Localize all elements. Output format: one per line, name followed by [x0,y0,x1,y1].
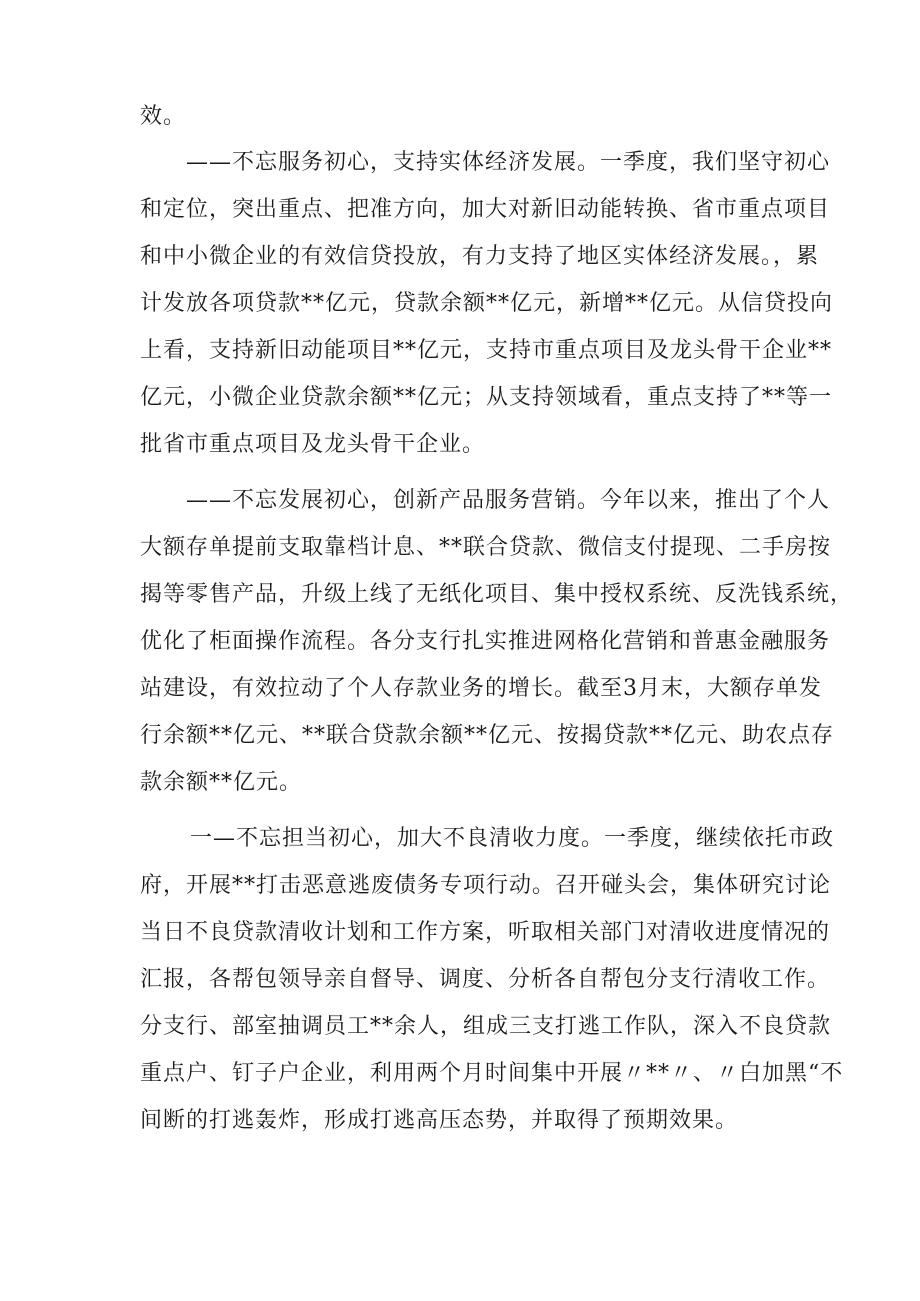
text-line: 重点户、钉子户企业，利用两个月时间集中开展〃**〃、〃白加黑“不 [140,1061,844,1086]
text-line: 上看，支持新旧动能项目**亿元，支持市重点项目及龙头骨干企业** [140,338,833,363]
text-line: 和定位，突出重点、把准方向，加大对新旧动能转换、省市重点项目 [140,197,831,222]
text-line: 大额存单提前支取靠档计息、**联合贷款、微信支付提现、二手房按 [140,535,832,560]
text-line: 行余额**亿元、**联合贷款余额**亿元、按揭贷款**亿元、助农点存 [140,723,835,748]
text-line: 揭等零售产品，升级上线了无纸化项目、集中授权系统、反洗钱系统， [140,582,854,607]
text-line: 和中小微企业的有效信贷投放，有力支持了地区实体经济发展。，累 [140,244,820,269]
text-line: 站建设，有效拉动了个人存款业务的增长。截至3月末，大额存单发 [140,676,822,701]
text-line: 间断的打逃轰炸，形成打逃高压态势，并取得了预期效果。 [140,1108,739,1133]
text-line: 亿元，小微企业贷款余额**亿元；从支持领域看，重点支持了**等一 [140,385,833,410]
section-heading-line: 一—不忘担当初心，加大不良清收力度。一季度，继续依托市政 [190,826,835,851]
text-line: 分支行、部室抽调员工**余人，组成三支打逃工作队，深入不良贷款 [140,1014,832,1039]
text-line: 汇报，各帮包领导亲自督导、调度、分析各自帮包分支行清收工作。 [140,967,831,992]
text-line: 府，开展**打击恶意逃废债务专项行动。召开碰头会，集体研究讨论 [140,873,832,898]
text-line: 批省市重点项目及龙头骨干企业。 [140,432,486,457]
text-line: 当日不良贷款清收计划和工作方案，听取相关部门对清收进度情况的 [140,920,831,945]
text-line: 款余额**亿元。 [140,770,303,795]
section-heading-line: ——不忘发展初心，创新产品服务营销。今年以来，推出了个人 [186,488,831,513]
section-heading-line: ——不忘服务初心，支持实体经济发展。一季度，我们坚守初心 [186,150,831,175]
text-line: 效。 [140,104,187,129]
text-line: 优化了柜面操作流程。各分支行扎实推进网格化营销和普惠金融服务 [140,629,831,654]
text-line: 计发放各项贷款**亿元，贷款余额**亿元，新增**亿元。从信贷投向 [140,291,834,316]
